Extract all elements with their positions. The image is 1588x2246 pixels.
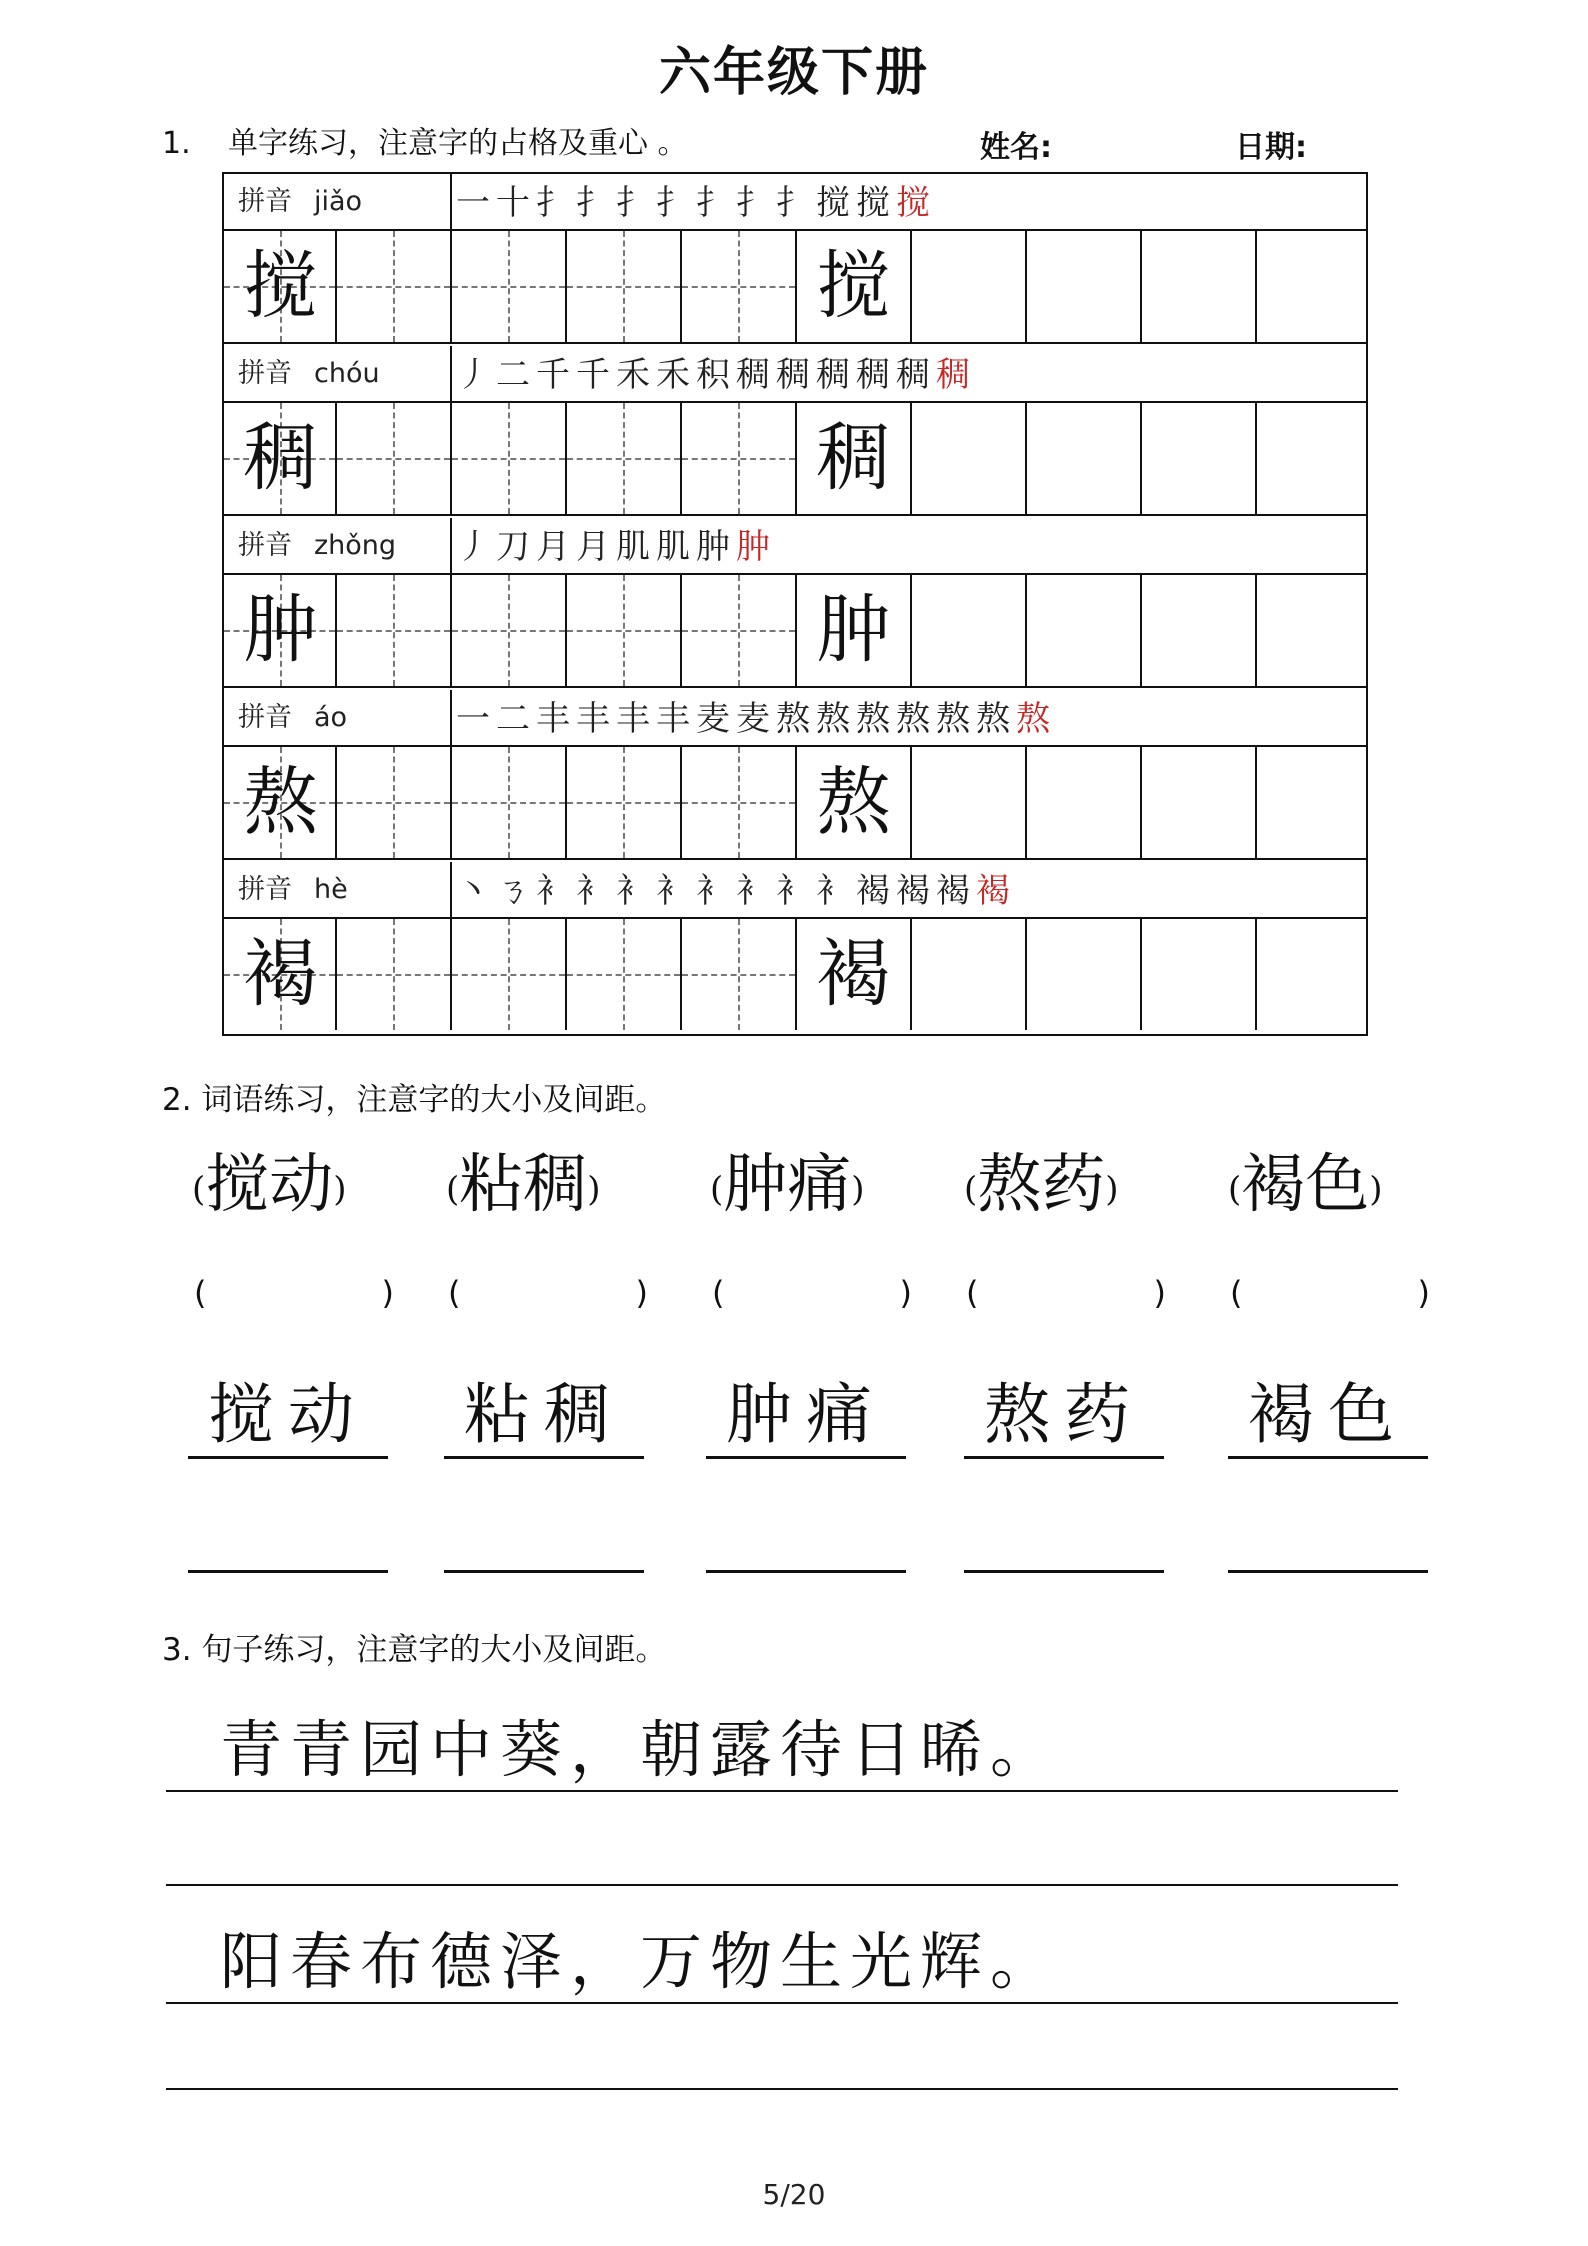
char-block-1 xyxy=(224,174,1366,346)
practice-cell[interactable] xyxy=(912,575,1027,686)
practice-cell[interactable] xyxy=(1257,575,1366,686)
practice-cell[interactable] xyxy=(1257,919,1366,1030)
pinyin-label xyxy=(224,862,452,917)
practice-cell[interactable] xyxy=(567,403,682,514)
stroke-order xyxy=(456,174,936,229)
paren-close: ) xyxy=(899,1274,912,1312)
practice-cell[interactable] xyxy=(682,403,797,514)
practice-cell[interactable] xyxy=(1027,231,1142,342)
stroke-step: 丰 xyxy=(656,699,696,739)
model-char-cell xyxy=(224,919,337,1030)
pinyin-value: áo xyxy=(314,702,348,733)
bracket-practice-blank[interactable] xyxy=(194,1268,394,1318)
stroke-step: 衤 xyxy=(616,871,656,911)
stroke-step: 月 xyxy=(536,527,576,567)
practice-cell[interactable] xyxy=(1257,747,1366,858)
paren-close: ) xyxy=(1153,1274,1166,1312)
pinyin-label-text: 拼音 xyxy=(238,530,292,561)
practice-cell[interactable] xyxy=(452,919,567,1030)
stroke-step: 稠 xyxy=(776,355,816,395)
section1-heading-text: 单字练习，注意字的占格及重心 。 xyxy=(228,126,688,161)
paren-close: ) xyxy=(333,1169,347,1210)
pinyin-value: chóu xyxy=(314,358,380,389)
model-char-cell xyxy=(797,919,912,1030)
stroke-step: 千 xyxy=(536,355,576,395)
practice-cell[interactable] xyxy=(337,403,452,514)
bracket-word-model xyxy=(710,1140,865,1230)
stroke-step: 衤 xyxy=(696,871,736,911)
stroke-step: 丰 xyxy=(616,699,656,739)
stroke-step: 熬 xyxy=(976,699,1016,739)
sentence-line-1 xyxy=(166,1790,1398,1792)
paren-open: ( xyxy=(964,1169,978,1210)
practice-cell[interactable] xyxy=(912,919,1027,1030)
practice-cell[interactable] xyxy=(1027,403,1142,514)
section1-heading xyxy=(162,118,688,162)
model-char-cell xyxy=(224,747,337,858)
stroke-step: 衤 xyxy=(736,871,776,911)
underline-practice-blank[interactable] xyxy=(706,1570,906,1573)
stroke-step: 熬 xyxy=(776,699,816,739)
stroke-step: 褐 xyxy=(896,871,936,911)
paren-open: ( xyxy=(966,1274,979,1312)
practice-cell[interactable] xyxy=(912,231,1027,342)
practice-cell[interactable] xyxy=(1142,231,1257,342)
stroke-order xyxy=(456,862,1016,917)
model-char: 肿 xyxy=(816,587,891,673)
practice-cell[interactable] xyxy=(452,231,567,342)
practice-cell[interactable] xyxy=(912,747,1027,858)
practice-cell[interactable] xyxy=(452,747,567,858)
model-char: 褐 xyxy=(816,931,891,1017)
practice-cell[interactable] xyxy=(452,403,567,514)
stroke-step: 褐 xyxy=(976,871,1016,911)
practice-cell[interactable] xyxy=(452,575,567,686)
stroke-step: 二 xyxy=(496,699,536,739)
char-block-2 xyxy=(224,346,1366,518)
practice-cell[interactable] xyxy=(567,231,682,342)
stroke-step: 刀 xyxy=(496,527,536,567)
underline-practice-blank[interactable] xyxy=(188,1570,388,1573)
bracket-word-model xyxy=(192,1140,347,1230)
word-text: 粘稠 xyxy=(459,1148,588,1222)
pinyin-value: hè xyxy=(314,874,348,905)
sentence-practice-line-2[interactable] xyxy=(166,2088,1398,2090)
pinyin-label-text: 拼音 xyxy=(238,186,292,217)
stroke-order xyxy=(456,690,1056,745)
practice-cell[interactable] xyxy=(567,747,682,858)
stroke-order xyxy=(456,518,776,573)
pinyin-row xyxy=(224,690,1366,747)
paren-open: ( xyxy=(710,1169,724,1210)
stroke-step: 丿 xyxy=(456,355,496,395)
stroke-step: 衤 xyxy=(776,871,816,911)
practice-cell[interactable] xyxy=(1142,575,1257,686)
pinyin-label-text: 拼音 xyxy=(238,702,292,733)
page-number: 5/20 xyxy=(762,2178,826,2211)
paren-open: ( xyxy=(1230,1274,1243,1312)
stroke-step: 月 xyxy=(576,527,616,567)
stroke-step: 扌 xyxy=(696,183,736,223)
section1-number: 1. xyxy=(162,126,191,161)
paren-open: ( xyxy=(1228,1169,1242,1210)
stroke-step: 二 xyxy=(496,355,536,395)
stroke-order xyxy=(456,346,976,401)
pinyin-label xyxy=(224,346,452,401)
stroke-step: 搅 xyxy=(856,183,896,223)
bracket-practice-blank[interactable] xyxy=(966,1268,1166,1318)
practice-cell[interactable] xyxy=(1027,919,1142,1030)
practice-cell[interactable] xyxy=(567,575,682,686)
practice-cell[interactable] xyxy=(1027,575,1142,686)
practice-cell[interactable] xyxy=(1142,919,1257,1030)
underline-practice-blank[interactable] xyxy=(444,1570,644,1573)
practice-cell[interactable] xyxy=(337,575,452,686)
stroke-step: 肿 xyxy=(696,527,736,567)
pinyin-value: jiǎo xyxy=(314,186,363,217)
stroke-step: 衤 xyxy=(656,871,696,911)
practice-cell[interactable] xyxy=(1142,403,1257,514)
stroke-step: 搅 xyxy=(816,183,856,223)
stroke-step: 稠 xyxy=(936,355,976,395)
stroke-step: 肌 xyxy=(656,527,696,567)
model-char: 熬 xyxy=(816,759,891,845)
pinyin-label-text: 拼音 xyxy=(238,358,292,389)
model-char-cell xyxy=(797,231,912,342)
char-block-3 xyxy=(224,518,1366,690)
sentence-model-1: 青青园中葵，朝露待日晞。 xyxy=(220,1713,1061,1786)
stroke-step: 肌 xyxy=(616,527,656,567)
stroke-step: 稠 xyxy=(736,355,776,395)
model-char: 搅 xyxy=(243,243,318,329)
stroke-step: 丰 xyxy=(576,699,616,739)
stroke-step: 扌 xyxy=(736,183,776,223)
practice-cell[interactable] xyxy=(1257,403,1366,514)
pinyin-label xyxy=(224,174,452,229)
stroke-step: 衤 xyxy=(536,871,576,911)
page-title: 六年级下册 xyxy=(658,43,929,103)
stroke-step: 衤 xyxy=(816,871,856,911)
model-char-cell xyxy=(224,231,337,342)
pinyin-row xyxy=(224,174,1366,231)
model-char: 肿 xyxy=(243,587,318,673)
char-block-4 xyxy=(224,690,1366,862)
writing-cells-row xyxy=(224,231,1366,344)
model-char: 搅 xyxy=(816,243,891,329)
practice-cell[interactable] xyxy=(682,919,797,1030)
model-char: 稠 xyxy=(243,415,318,501)
stroke-step: 千 xyxy=(576,355,616,395)
stroke-step: 积 xyxy=(696,355,736,395)
writing-cells-row xyxy=(224,919,1366,1032)
pinyin-label xyxy=(224,518,452,573)
stroke-step: 搅 xyxy=(896,183,936,223)
stroke-step: 熬 xyxy=(816,699,856,739)
model-char: 熬 xyxy=(243,759,318,845)
paren-close: ) xyxy=(1369,1169,1383,1210)
stroke-step: 稠 xyxy=(816,355,856,395)
character-practice-grid xyxy=(222,172,1368,1036)
bracket-word-model xyxy=(446,1140,601,1230)
stroke-step: 熬 xyxy=(856,699,896,739)
practice-cell[interactable] xyxy=(567,919,682,1030)
stroke-step: 褐 xyxy=(856,871,896,911)
stroke-step: 麦 xyxy=(736,699,776,739)
stroke-step: 扌 xyxy=(616,183,656,223)
date-field-label: 日期: xyxy=(1235,130,1307,165)
stroke-step: 肿 xyxy=(736,527,776,567)
underline-practice-blank[interactable] xyxy=(964,1570,1164,1573)
model-char: 褐 xyxy=(243,931,318,1017)
stroke-step: 扌 xyxy=(536,183,576,223)
word-text: 肿痛 xyxy=(723,1148,852,1222)
sentence-model-2: 阳春布德泽，万物生光辉。 xyxy=(220,1925,1061,1998)
pinyin-row xyxy=(224,518,1366,575)
stroke-step: 丶 xyxy=(456,871,496,911)
writing-cells-row xyxy=(224,575,1366,688)
practice-cell[interactable] xyxy=(682,575,797,686)
paren-open: ( xyxy=(192,1169,206,1210)
stroke-step: 熬 xyxy=(1016,699,1056,739)
stroke-step: ㄋ xyxy=(496,871,536,911)
paren-close: ) xyxy=(851,1169,865,1210)
underlined-word-model: 熬药 xyxy=(964,1370,1164,1459)
pinyin-label-text: 拼音 xyxy=(238,874,292,905)
stroke-step: 扌 xyxy=(576,183,616,223)
stroke-step: 褐 xyxy=(936,871,976,911)
practice-cell[interactable] xyxy=(1027,747,1142,858)
practice-cell[interactable] xyxy=(337,747,452,858)
practice-cell[interactable] xyxy=(1142,747,1257,858)
practice-cell[interactable] xyxy=(337,231,452,342)
stroke-step: 十 xyxy=(496,183,536,223)
stroke-step: 稠 xyxy=(856,355,896,395)
stroke-step: 稠 xyxy=(896,355,936,395)
section2-heading: 2. 词语练习，注意字的大小及间距。 xyxy=(162,1082,667,1118)
practice-cell[interactable] xyxy=(682,747,797,858)
paren-close: ) xyxy=(587,1169,601,1210)
stroke-step: 熬 xyxy=(896,699,936,739)
paren-open: ( xyxy=(712,1274,725,1312)
underlined-word-model: 搅动 xyxy=(188,1370,388,1459)
sentence-practice-line-1[interactable] xyxy=(166,1884,1398,1886)
stroke-step: 熬 xyxy=(936,699,976,739)
pinyin-value: zhǒng xyxy=(314,530,397,561)
bracket-practice-blank[interactable] xyxy=(448,1268,648,1318)
stroke-step: 麦 xyxy=(696,699,736,739)
stroke-step: 衤 xyxy=(576,871,616,911)
stroke-step: 扌 xyxy=(656,183,696,223)
bracket-word-model xyxy=(1228,1140,1383,1230)
pinyin-row xyxy=(224,862,1366,919)
stroke-step: 一 xyxy=(456,183,496,223)
pinyin-label xyxy=(224,690,452,745)
section3-heading: 3. 句子练习，注意字的大小及间距。 xyxy=(162,1632,667,1668)
model-char-cell xyxy=(797,747,912,858)
underlined-word-model: 肿痛 xyxy=(706,1370,906,1459)
underlined-word-model: 粘稠 xyxy=(444,1370,644,1459)
paren-close: ) xyxy=(635,1274,648,1312)
underline-practice-blank[interactable] xyxy=(1228,1570,1428,1573)
stroke-step: 禾 xyxy=(656,355,696,395)
model-char-cell xyxy=(797,403,912,514)
writing-cells-row xyxy=(224,403,1366,516)
word-text: 搅动 xyxy=(205,1148,334,1222)
stroke-step: 一 xyxy=(456,699,496,739)
bracket-practice-blank[interactable] xyxy=(712,1268,912,1318)
paren-close: ) xyxy=(381,1274,394,1312)
bracket-practice-blank[interactable] xyxy=(1230,1268,1430,1318)
stroke-step: 丰 xyxy=(536,699,576,739)
practice-cell[interactable] xyxy=(912,403,1027,514)
model-char-cell xyxy=(224,403,337,514)
paren-close: ) xyxy=(1417,1274,1430,1312)
model-char: 稠 xyxy=(816,415,891,501)
model-char-cell xyxy=(797,575,912,686)
paren-open: ( xyxy=(446,1169,460,1210)
paren-open: ( xyxy=(448,1274,461,1312)
model-char-cell xyxy=(224,575,337,686)
word-text: 褐色 xyxy=(1241,1148,1370,1222)
stroke-step: 丿 xyxy=(456,527,496,567)
paren-open: ( xyxy=(194,1274,207,1312)
pinyin-row xyxy=(224,346,1366,403)
paren-close: ) xyxy=(1105,1169,1119,1210)
word-text: 熬药 xyxy=(977,1148,1106,1222)
practice-cell[interactable] xyxy=(682,231,797,342)
char-block-5 xyxy=(224,862,1366,1034)
underlined-word-model: 褐色 xyxy=(1228,1370,1428,1459)
sentence-line-2 xyxy=(166,2002,1398,2004)
bracket-word-model xyxy=(964,1140,1119,1230)
practice-cell[interactable] xyxy=(337,919,452,1030)
stroke-step: 禾 xyxy=(616,355,656,395)
writing-cells-row xyxy=(224,747,1366,860)
name-field-label: 姓名: xyxy=(980,130,1052,165)
stroke-step: 扌 xyxy=(776,183,816,223)
practice-cell[interactable] xyxy=(1257,231,1366,342)
